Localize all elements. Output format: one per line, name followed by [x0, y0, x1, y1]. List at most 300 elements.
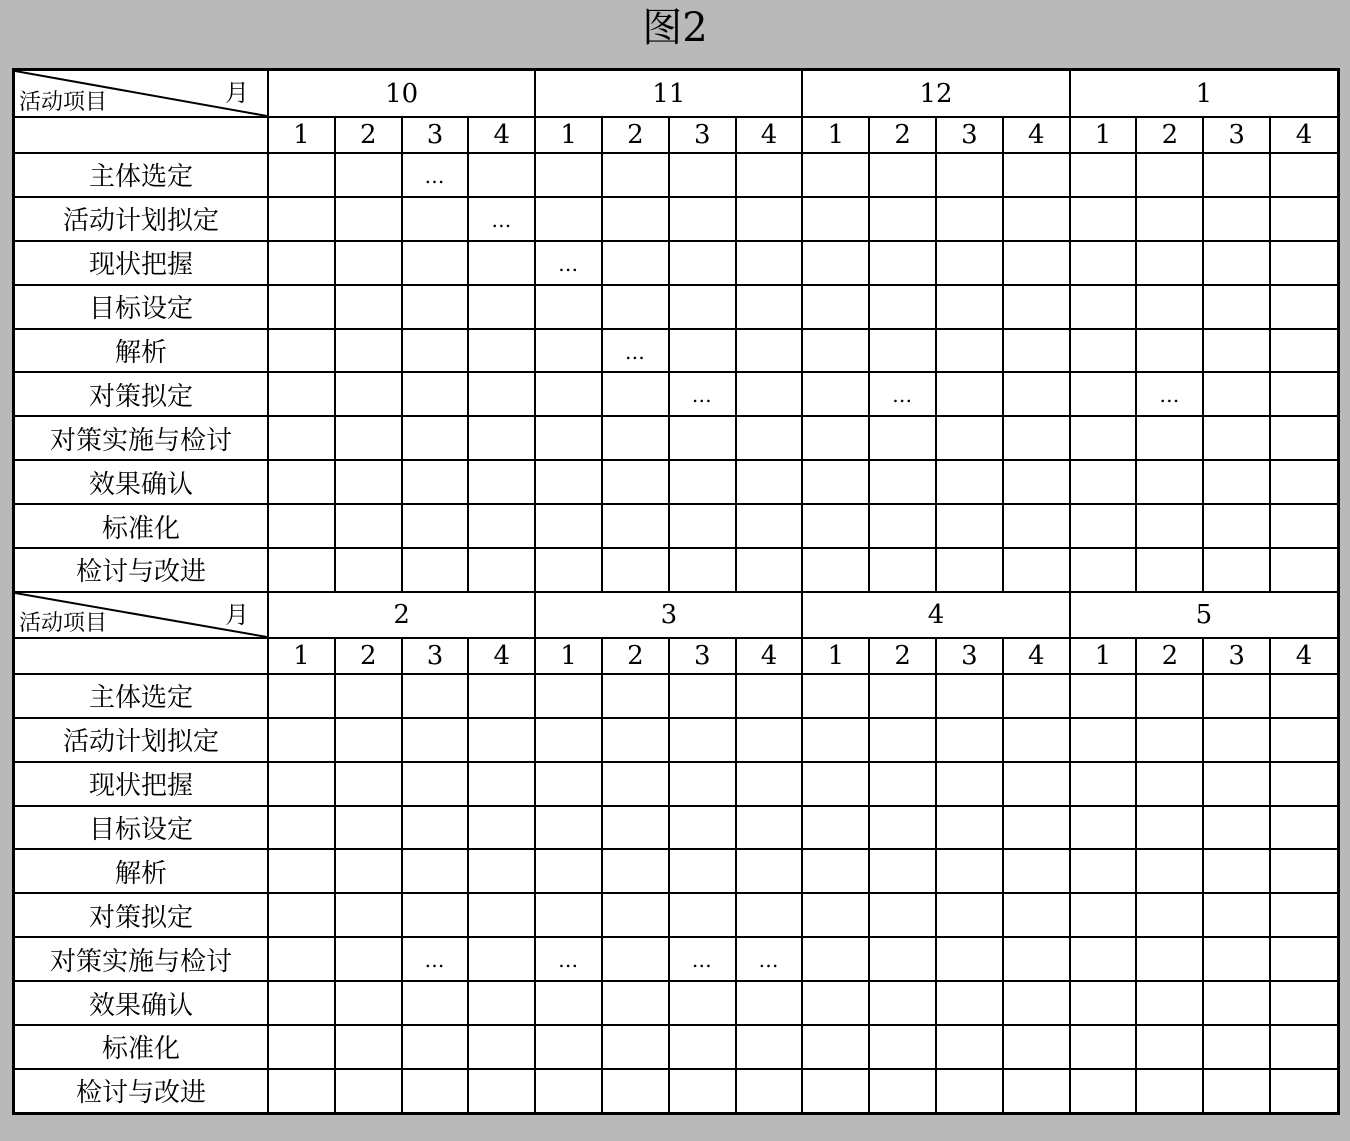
schedule-cell [335, 1069, 402, 1113]
schedule-cell [402, 806, 469, 850]
schedule-cell [936, 285, 1003, 329]
schedule-cell [268, 241, 335, 285]
schedule-cell [936, 849, 1003, 893]
schedule-cell [468, 1025, 535, 1069]
schedule-cell [602, 197, 669, 241]
activity-name: 效果确认 [15, 460, 268, 504]
schedule-cell [802, 806, 869, 850]
schedule-cell [1070, 241, 1137, 285]
schedule-cell [1070, 1025, 1137, 1069]
activity-row [15, 504, 1337, 548]
schedule-cell [535, 937, 602, 981]
activity-name: 检讨与改进 [15, 548, 268, 592]
schedule-cell [669, 893, 736, 937]
schedule-cell [535, 718, 602, 762]
schedule-cell [535, 806, 602, 850]
activity-name: 对策实施与检讨 [15, 416, 268, 460]
schedule-cell [869, 372, 936, 416]
schedule-cell [1203, 718, 1270, 762]
schedule-cell [1003, 504, 1070, 548]
schedule-cell [268, 718, 335, 762]
week-header: 1 [535, 117, 602, 153]
activity-corner-label: 活动项目 [19, 90, 108, 115]
schedule-cell [802, 762, 869, 806]
schedule-cell [1203, 849, 1270, 893]
schedule-cell [1003, 1025, 1070, 1069]
progress-mark: … [424, 948, 446, 973]
schedule-cell [468, 762, 535, 806]
schedule-cell [669, 548, 736, 592]
schedule-cell [335, 1025, 402, 1069]
activity-name: 检讨与改进 [15, 1069, 268, 1113]
schedule-cell [1203, 674, 1270, 718]
schedule-cell [1270, 1025, 1337, 1069]
progress-mark: … [491, 207, 513, 232]
schedule-cell [335, 893, 402, 937]
schedule-cell [802, 937, 869, 981]
schedule-cell [468, 893, 535, 937]
schedule-cell [1136, 1025, 1203, 1069]
schedule-cell [335, 241, 402, 285]
schedule-cell [602, 806, 669, 850]
schedule-cell [1270, 806, 1337, 850]
schedule-cell [1070, 981, 1137, 1025]
schedule-cell [468, 937, 535, 981]
schedule-cell [1136, 548, 1203, 592]
schedule-cell [1203, 416, 1270, 460]
activity-gantt-table [15, 71, 1337, 1114]
schedule-cell [1003, 893, 1070, 937]
schedule-cell [1070, 416, 1137, 460]
week-header: 4 [1003, 117, 1070, 153]
schedule-cell [936, 762, 1003, 806]
schedule-cell [1203, 504, 1270, 548]
month-header: 5 [1070, 592, 1337, 638]
schedule-cell [936, 718, 1003, 762]
activity-name: 解析 [15, 849, 268, 893]
schedule-cell [869, 718, 936, 762]
schedule-cell [736, 416, 803, 460]
schedule-cell [669, 504, 736, 548]
schedule-cell [535, 1025, 602, 1069]
schedule-cell [936, 981, 1003, 1025]
schedule-cell [1270, 460, 1337, 504]
activity-name: 对策拟定 [15, 372, 268, 416]
schedule-cell [869, 197, 936, 241]
schedule-cell [335, 806, 402, 850]
activity-name: 主体选定 [15, 674, 268, 718]
schedule-cell [802, 849, 869, 893]
month-header: 4 [802, 592, 1069, 638]
schedule-cell [1270, 762, 1337, 806]
schedule-cell [535, 762, 602, 806]
schedule-cell [602, 285, 669, 329]
schedule-cell [736, 937, 803, 981]
schedule-cell [1003, 762, 1070, 806]
schedule-cell [1270, 372, 1337, 416]
schedule-cell [736, 460, 803, 504]
schedule-cell [402, 762, 469, 806]
schedule-cell [535, 1069, 602, 1113]
schedule-cell [402, 197, 469, 241]
schedule-cell [1203, 981, 1270, 1025]
week-header: 2 [1136, 117, 1203, 153]
schedule-cell [602, 372, 669, 416]
activity-row [15, 806, 1337, 850]
progress-mark: … [558, 251, 580, 276]
schedule-cell [535, 504, 602, 548]
schedule-cell [602, 329, 669, 373]
schedule-cell [1003, 241, 1070, 285]
schedule-cell [535, 849, 602, 893]
schedule-cell [335, 460, 402, 504]
schedule-cell [936, 937, 1003, 981]
schedule-cell [1203, 153, 1270, 197]
schedule-cell [669, 849, 736, 893]
schedule-cell [869, 981, 936, 1025]
schedule-cell [402, 937, 469, 981]
week-header: 4 [468, 638, 535, 674]
schedule-cell [1270, 504, 1337, 548]
week-header: 3 [1203, 638, 1270, 674]
month-header: 10 [268, 71, 535, 117]
schedule-cell [1070, 806, 1137, 850]
schedule-cell [535, 329, 602, 373]
activity-row [15, 893, 1337, 937]
schedule-cell [402, 460, 469, 504]
week-header: 3 [1203, 117, 1270, 153]
schedule-cell [535, 285, 602, 329]
week-header: 1 [268, 117, 335, 153]
activity-name: 效果确认 [15, 981, 268, 1025]
month-corner-label: 月 [225, 79, 250, 107]
schedule-cell [468, 241, 535, 285]
schedule-cell [1203, 197, 1270, 241]
schedule-cell [1070, 197, 1137, 241]
schedule-cell [1270, 197, 1337, 241]
schedule-cell [1203, 285, 1270, 329]
week-header: 1 [802, 638, 869, 674]
activity-row [15, 849, 1337, 893]
week-header-row [15, 638, 1337, 674]
schedule-cell [869, 1025, 936, 1069]
schedule-cell [335, 718, 402, 762]
schedule-cell [468, 460, 535, 504]
schedule-cell [468, 1069, 535, 1113]
schedule-cell [1270, 981, 1337, 1025]
schedule-cell [802, 241, 869, 285]
schedule-cell [1070, 937, 1137, 981]
schedule-cell [402, 893, 469, 937]
schedule-cell [1136, 460, 1203, 504]
schedule-cell [535, 674, 602, 718]
schedule-cell [1003, 329, 1070, 373]
schedule-cell [402, 718, 469, 762]
activity-row [15, 197, 1337, 241]
schedule-cell [669, 329, 736, 373]
schedule-cell [736, 849, 803, 893]
schedule-cell [802, 548, 869, 592]
schedule-cell [936, 153, 1003, 197]
progress-mark: … [892, 383, 914, 408]
schedule-cell [602, 1025, 669, 1069]
schedule-cell [268, 504, 335, 548]
schedule-cell [869, 460, 936, 504]
month-header: 12 [802, 71, 1069, 117]
schedule-cell [602, 849, 669, 893]
schedule-cell [335, 981, 402, 1025]
schedule-cell [402, 1025, 469, 1069]
schedule-cell [1270, 1069, 1337, 1113]
month-header: 11 [535, 71, 802, 117]
schedule-cell [1070, 1069, 1137, 1113]
schedule-cell [802, 1025, 869, 1069]
week-header: 4 [736, 117, 803, 153]
schedule-cell [1003, 937, 1070, 981]
schedule-cell [268, 674, 335, 718]
week-header: 1 [1070, 638, 1137, 674]
schedule-cell [936, 372, 1003, 416]
activity-name: 对策实施与检讨 [15, 937, 268, 981]
schedule-cell [535, 981, 602, 1025]
schedule-cell [602, 1069, 669, 1113]
schedule-cell [268, 416, 335, 460]
schedule-cell [468, 718, 535, 762]
schedule-cell [869, 849, 936, 893]
schedule-cell [335, 372, 402, 416]
figure-title: 图2 [642, 5, 708, 51]
activity-name: 现状把握 [15, 762, 268, 806]
month-header-row [15, 71, 1337, 117]
schedule-cell [1070, 893, 1137, 937]
schedule-cell [1003, 1069, 1070, 1113]
schedule-cell [1136, 718, 1203, 762]
schedule-cell [669, 981, 736, 1025]
schedule-cell [468, 285, 535, 329]
schedule-cell [1270, 849, 1337, 893]
schedule-cell [1003, 460, 1070, 504]
week-header: 2 [602, 638, 669, 674]
activity-name: 主体选定 [15, 153, 268, 197]
activity-name: 标准化 [15, 504, 268, 548]
schedule-cell [669, 1025, 736, 1069]
schedule-cell [268, 981, 335, 1025]
schedule-cell [335, 285, 402, 329]
schedule-cell [1070, 460, 1137, 504]
schedule-cell [802, 153, 869, 197]
schedule-cell [535, 416, 602, 460]
schedule-cell [402, 849, 469, 893]
schedule-cell [669, 674, 736, 718]
month-header: 2 [268, 592, 535, 638]
activity-corner-label: 活动项目 [19, 610, 108, 636]
schedule-cell [736, 674, 803, 718]
schedule-cell [1136, 285, 1203, 329]
schedule-cell [1136, 329, 1203, 373]
schedule-cell [936, 460, 1003, 504]
schedule-cell [869, 241, 936, 285]
schedule-cell [869, 674, 936, 718]
progress-mark: … [691, 383, 713, 408]
schedule-cell [1003, 372, 1070, 416]
schedule-cell [268, 849, 335, 893]
schedule-cell [1203, 893, 1270, 937]
schedule-cell [1203, 372, 1270, 416]
activity-row [15, 372, 1337, 416]
schedule-cell [1136, 1069, 1203, 1113]
schedule-cell [936, 1025, 1003, 1069]
schedule-cell [869, 937, 936, 981]
schedule-cell [869, 893, 936, 937]
schedule-cell [1070, 504, 1137, 548]
schedule-cell [1270, 416, 1337, 460]
schedule-cell [669, 460, 736, 504]
schedule-cell [468, 504, 535, 548]
schedule-cell [268, 1069, 335, 1113]
empty-corner-cell [15, 117, 268, 153]
schedule-cell [869, 1069, 936, 1113]
schedule-cell [802, 893, 869, 937]
activity-name: 现状把握 [15, 241, 268, 285]
activity-row [15, 153, 1337, 197]
schedule-cell [1003, 153, 1070, 197]
schedule-cell [736, 806, 803, 850]
week-header: 2 [602, 117, 669, 153]
schedule-cell [736, 504, 803, 548]
schedule-cell [468, 329, 535, 373]
progress-mark: … [1159, 383, 1181, 408]
schedule-cell [268, 806, 335, 850]
schedule-cell [535, 241, 602, 285]
schedule-cell [535, 197, 602, 241]
schedule-cell [602, 460, 669, 504]
schedule-cell [268, 937, 335, 981]
schedule-cell [1136, 504, 1203, 548]
schedule-cell [1136, 416, 1203, 460]
schedule-cell [802, 329, 869, 373]
schedule-cell [936, 241, 1003, 285]
schedule-cell [1136, 197, 1203, 241]
schedule-cell [402, 285, 469, 329]
activity-name: 标准化 [15, 1025, 268, 1069]
schedule-cell [669, 241, 736, 285]
schedule-cell [802, 718, 869, 762]
schedule-cell [1136, 981, 1203, 1025]
schedule-cell [468, 806, 535, 850]
week-header: 3 [669, 117, 736, 153]
schedule-cell [1136, 893, 1203, 937]
schedule-cell [1203, 1069, 1270, 1113]
schedule-cell [602, 241, 669, 285]
schedule-cell [335, 153, 402, 197]
week-header: 2 [335, 117, 402, 153]
schedule-cell [736, 762, 803, 806]
schedule-cell [602, 937, 669, 981]
week-header: 2 [335, 638, 402, 674]
schedule-cell [736, 285, 803, 329]
schedule-cell [402, 548, 469, 592]
schedule-cell [936, 1069, 1003, 1113]
activity-name: 解析 [15, 329, 268, 373]
schedule-cell [1270, 153, 1337, 197]
schedule-cell [468, 849, 535, 893]
schedule-cell [736, 1069, 803, 1113]
activity-row [15, 416, 1337, 460]
progress-mark: … [424, 163, 446, 188]
schedule-cell [1136, 153, 1203, 197]
schedule-cell [602, 893, 669, 937]
schedule-cell [268, 548, 335, 592]
activity-row [15, 718, 1337, 762]
schedule-cell [936, 197, 1003, 241]
activity-name: 对策拟定 [15, 893, 268, 937]
schedule-cell [736, 153, 803, 197]
schedule-cell [669, 937, 736, 981]
schedule-cell [335, 937, 402, 981]
schedule-cell [1203, 460, 1270, 504]
schedule-cell [1070, 329, 1137, 373]
activity-row [15, 762, 1337, 806]
week-header: 1 [802, 117, 869, 153]
schedule-cell [869, 548, 936, 592]
schedule-cell [468, 981, 535, 1025]
schedule-cell [535, 372, 602, 416]
schedule-cell [669, 153, 736, 197]
schedule-cell [736, 548, 803, 592]
schedule-cell [669, 806, 736, 850]
week-header: 4 [1270, 117, 1337, 153]
schedule-cell [869, 762, 936, 806]
schedule-cell [1270, 893, 1337, 937]
schedule-cell [736, 329, 803, 373]
schedule-cell [602, 416, 669, 460]
schedule-cell [802, 372, 869, 416]
schedule-cell [335, 416, 402, 460]
week-header: 2 [869, 638, 936, 674]
week-header: 3 [402, 638, 469, 674]
schedule-cell [1270, 718, 1337, 762]
schedule-cell [736, 893, 803, 937]
activity-name: 目标设定 [15, 806, 268, 850]
activity-schedule-sheet [12, 68, 1340, 1115]
activity-row [15, 548, 1337, 592]
activity-row [15, 460, 1337, 504]
schedule-cell [936, 548, 1003, 592]
schedule-cell [1070, 285, 1137, 329]
schedule-cell [268, 893, 335, 937]
schedule-cell [1003, 981, 1070, 1025]
schedule-cell [602, 504, 669, 548]
schedule-cell [402, 329, 469, 373]
schedule-cell [602, 762, 669, 806]
schedule-cell [736, 981, 803, 1025]
schedule-cell [936, 329, 1003, 373]
schedule-cell [535, 893, 602, 937]
schedule-cell [869, 153, 936, 197]
schedule-cell [1070, 718, 1137, 762]
schedule-cell [468, 416, 535, 460]
empty-corner-cell [15, 638, 268, 674]
activity-row [15, 1069, 1337, 1113]
month-corner-label: 月 [225, 600, 250, 629]
schedule-cell [1270, 674, 1337, 718]
schedule-cell [869, 285, 936, 329]
schedule-cell [335, 504, 402, 548]
schedule-cell [802, 285, 869, 329]
schedule-cell [1070, 548, 1137, 592]
schedule-cell [1270, 241, 1337, 285]
schedule-cell [1203, 762, 1270, 806]
